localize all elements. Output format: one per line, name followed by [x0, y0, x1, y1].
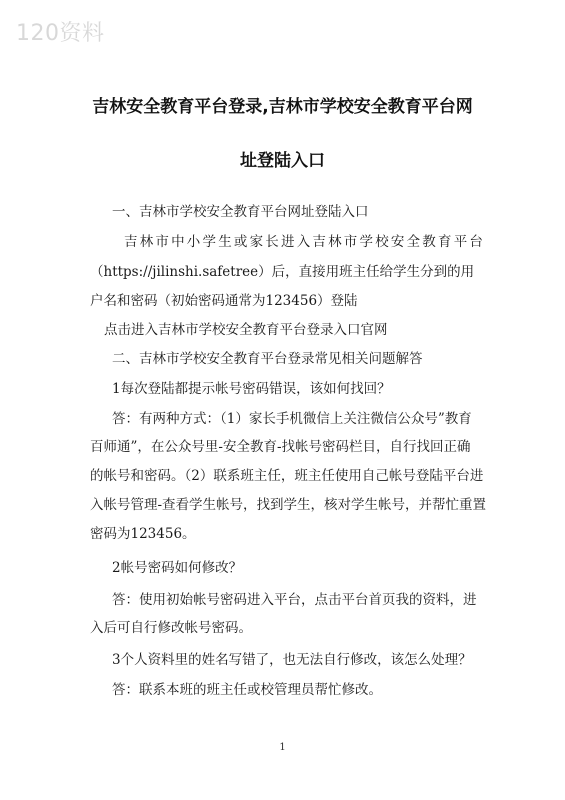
paragraph-line: （https://jilinshi.safetree）后，直接用班主任给学生分到的用: [90, 264, 475, 280]
title-line-1: 吉林安全教育平台登录,吉林市学校安全教育平台网: [92, 97, 473, 117]
answer-line: 百师通”，在公众号里-安全教育-找帐号密码栏目，自行找回正确: [90, 439, 471, 455]
question-2: 2帐号密码如何修改？: [112, 560, 243, 576]
section-heading-2: 二、吉林市学校安全教育平台登录常见相关问题解答: [112, 351, 423, 367]
title-line-2: 址登陆入口: [240, 151, 325, 171]
page-number: 1: [279, 742, 286, 753]
link-text[interactable]: 点击进入吉林市学校安全教育平台登录入口官网: [104, 322, 388, 338]
answer-line: 入后可自行修改帐号密码。: [90, 620, 252, 636]
section-heading-1: 一、吉林市学校安全教育平台网址登陆入口: [112, 204, 369, 220]
answer-line: 答：联系本班的班主任或校管理员帮忙修改。: [112, 682, 382, 698]
answer-line: 答：使用初始帐号密码进入平台，点击平台首页我的资料，进: [112, 592, 477, 608]
answer-line: 的帐号和密码。（2）联系班主任，班主任使用自己帐号登陆平台进: [90, 468, 484, 484]
answer-line: 密码为123456。: [90, 526, 196, 542]
answer-line: 入帐号管理-查看学生帐号，找到学生，核对学生帐号，并帮忙重置: [90, 497, 487, 513]
question-3: 3个人资料里的姓名写错了，也无法自行修改，该怎么处理？: [112, 652, 472, 668]
paragraph-line: 吉林市中小学生或家长进入吉林市学校安全教育平台: [124, 234, 486, 250]
question-1: 1每次登陆都提示帐号密码错误，该如何找回？: [112, 381, 391, 397]
paragraph-line: 户名和密码（初始密码通常为123456）登陆: [90, 293, 358, 309]
answer-line: 答：有两种方式：（1）家长手机微信上关注微信公众号”教育: [112, 411, 472, 427]
watermark: 120资料: [16, 21, 105, 46]
